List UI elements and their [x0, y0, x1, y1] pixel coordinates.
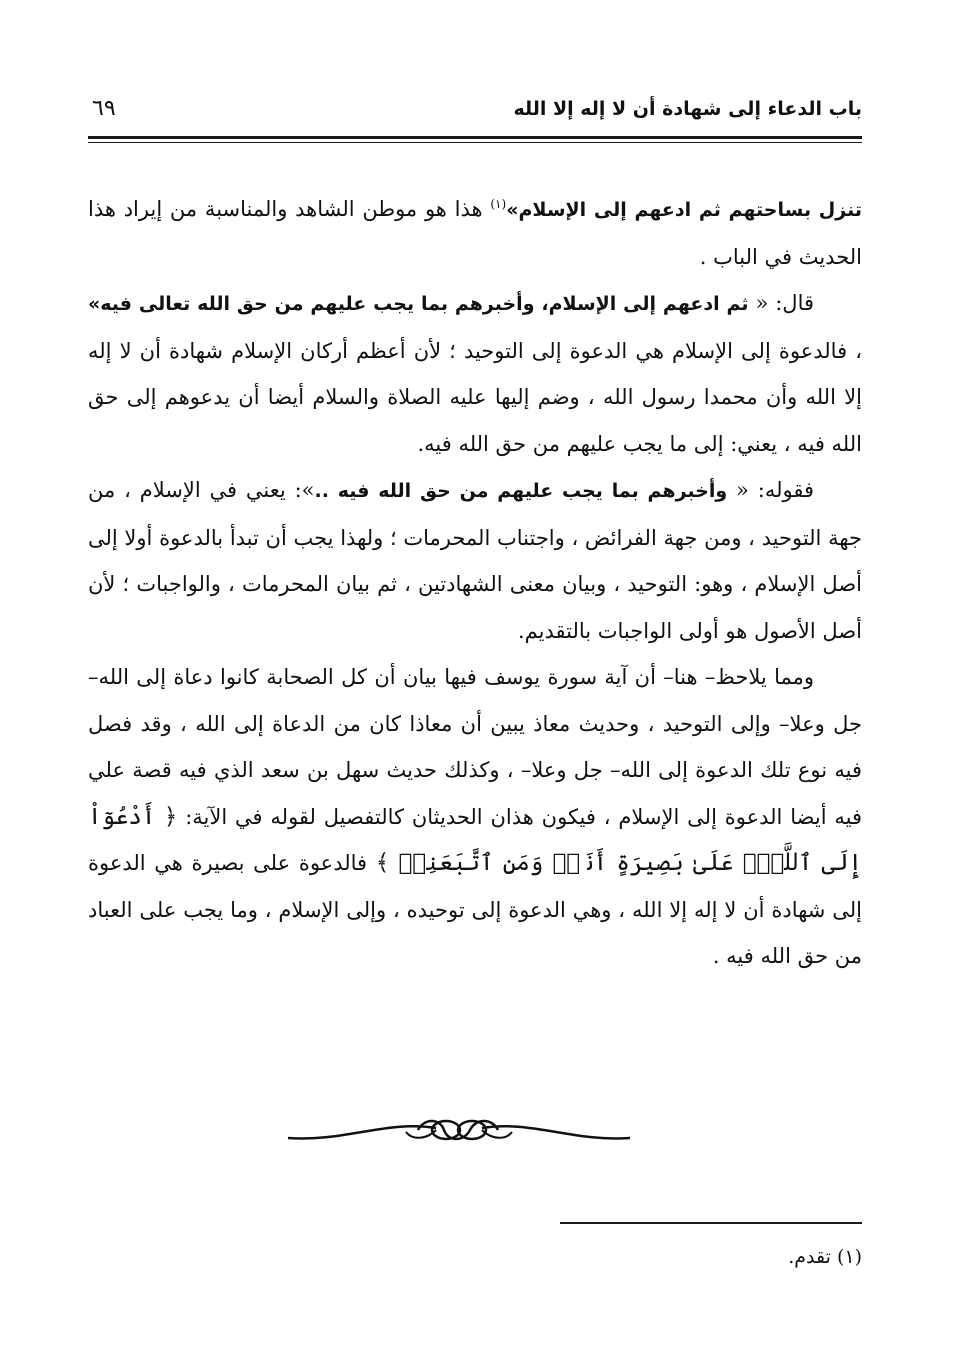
footnote-marker: (١) — [836, 1246, 862, 1268]
paragraph-2 — [88, 280, 862, 467]
page-number: ٦٩ — [92, 96, 116, 121]
paragraph-2-intro: قال: « — [748, 291, 815, 315]
quran-verse: ﴿ أَدْعُوٓاْ إِلَى ٱللَّهِۚ عَلَىٰ بَصِيرَةٍ أَنَا۠ وَمَنِ ٱتَّبَعَنِىۖ ﴾ — [88, 803, 862, 876]
hadith-quote-2: ثم ادعهم إلى الإسلام، وأخبرهم بما يجب عليهم من حق الله تعالى فيه» — [88, 293, 749, 315]
hadith-quote-3: وأخبرهم بما يجب عليهم من حق الله فيه .. — [314, 480, 728, 502]
header-title: باب الدعاء إلى شهادة أن لا إله إلا الله — [513, 98, 862, 120]
hadith-quote: تنزل بساحتهم ثم ادعهم إلى الإسلام» — [506, 199, 862, 221]
header-rule — [88, 136, 862, 139]
paragraph-4 — [88, 654, 862, 980]
paragraph-3-text: »: يعني في الإسلام ، من جهة التوحيد ، ومن جهة الفرائض ، واجتناب المحرمات ؛ ولهذا يجب أن تبدأ بالدعوة أولا إلى أصل الإسلام ، وهو: التوحيد ، وبيان معنى الشهادتين ، ثم بيان المحرمات ، والواجبات ؛ لأن أصل الأصول هو أولى الواجبات بالتقديم. — [88, 478, 862, 643]
paragraph-4-text: ومما يلاحظ– هنا– أن آية سورة يوسف فيها بيان أن كل الصحابة كانوا دعاة إلى الله– جل وعلا– وإلى التوحيد ، وحديث معاذ يبين أن معاذا كان من الدعاة إلى الله ، وقد فصل فيه نوع تلك الدعوة إلى الله– جل وعلا– ، وكذلك حديث سهل بن سعد الذي فيه قصة علي فيه أيضا الدعوة إلى الإسلام ، فيكون هذان الحديثان كالتفصيل لقوله في الآية: — [88, 665, 863, 829]
body-text — [88, 186, 862, 980]
running-header — [88, 92, 862, 136]
header-rule-thin — [88, 142, 862, 143]
footnote-rule — [560, 1222, 862, 1224]
paragraph-2-text: ، فالدعوة إلى الإسلام هي الدعوة إلى التوحيد ؛ لأن أعظم أركان الإسلام شهادة أن لا إله إلا الله وأن محمدا رسول الله ، وضم إليها عليه الصلاة والسلام أيضا أن يدعوهم إلى حق الله فيه ، يعني: إلى ما يجب عليهم من حق الله فيه. — [88, 338, 862, 456]
paragraph-4-rest: فالدعوة على بصيرة هي الدعوة إلى شهادة أن لا إله إلا الله ، وهي الدعوة إلى توحيده ، وإلى الإسلام ، وما يجب على العباد من حق الله فيه . — [88, 851, 862, 968]
paragraph-1 — [88, 186, 862, 280]
footnote — [788, 1246, 862, 1268]
paragraph-3 — [88, 467, 862, 654]
footnote-text: تقدم. — [788, 1246, 831, 1268]
footnote-reference: (١) — [490, 197, 507, 211]
decorative-ornament-icon — [286, 1108, 632, 1154]
paragraph-1-text: هذا هو موطن الشاهد والمناسبة من إيراد هذا الحديث في الباب . — [88, 197, 862, 269]
paragraph-3-intro: فقوله: « — [727, 478, 814, 502]
